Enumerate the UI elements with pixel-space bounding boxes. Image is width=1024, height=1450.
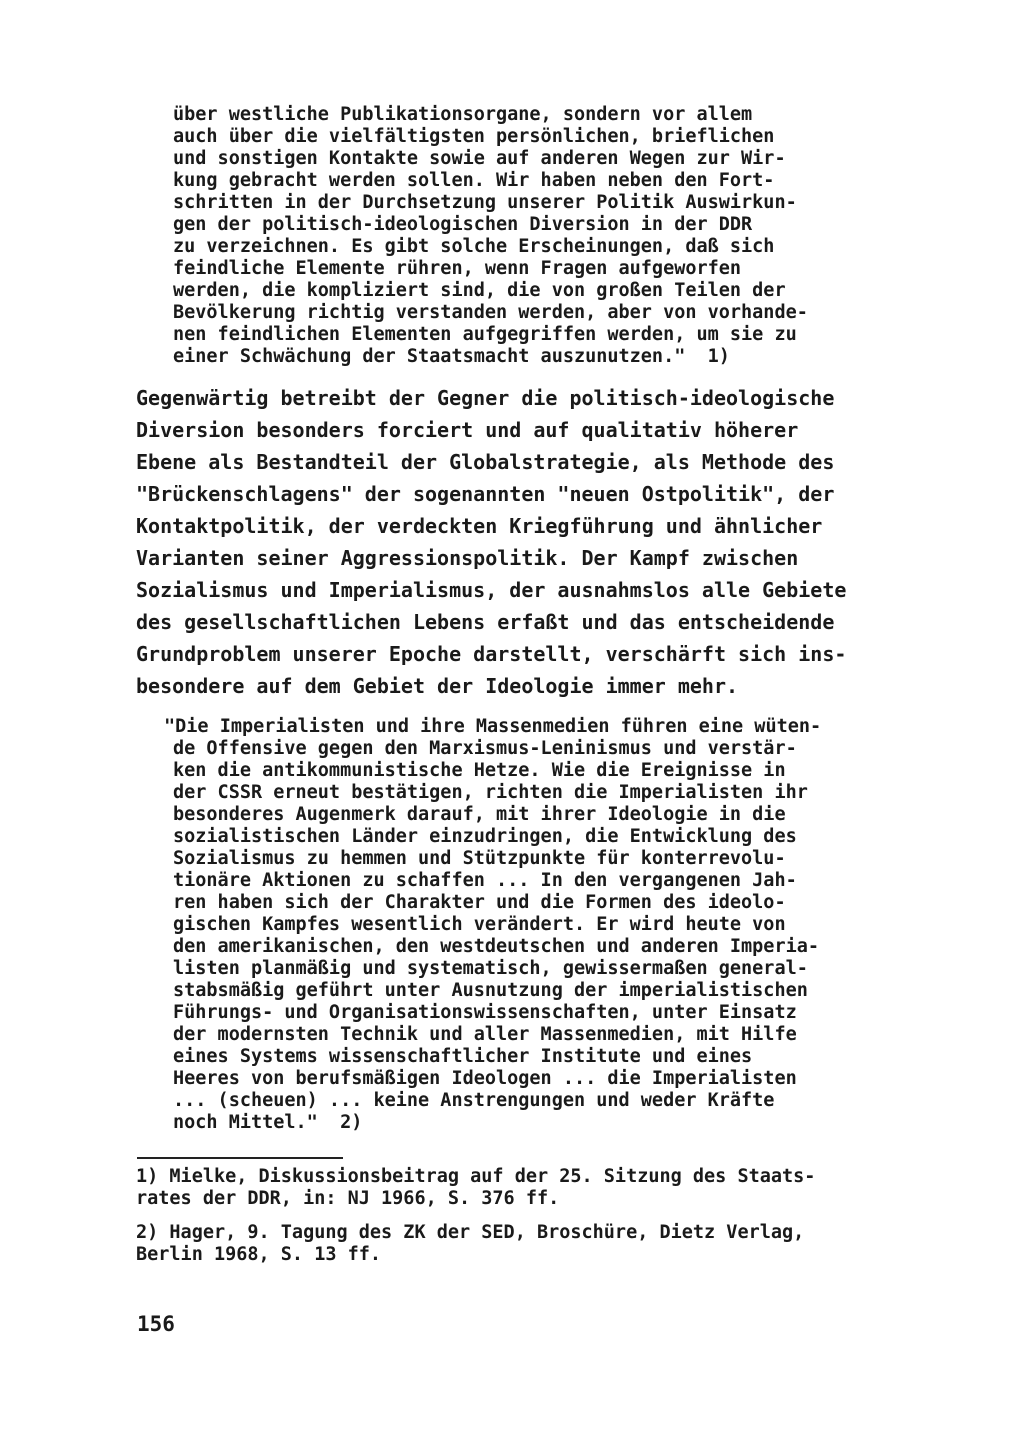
footnote-1-line: rates der DDR, in: NJ 1966, S. 376 ff. — [136, 1188, 560, 1209]
body-line: Sozialismus und Imperialismus, der ausnahmslos alle Gebiete — [136, 578, 847, 602]
quote-1-line: über westliche Publikationsorgane, sondern vor allem — [173, 104, 753, 125]
quote-2-line: noch Mittel." 2) — [173, 1112, 363, 1133]
quote-1-line: nen feindlichen Elementen aufgegriffen werden, um sie zu — [173, 324, 797, 345]
footnote-2-line: Berlin 1968, S. 13 ff. — [136, 1244, 382, 1265]
body-line: Ebene als Bestandteil der Globalstrategie, als Methode des — [136, 450, 835, 474]
quote-2-line: besonderes Augenmerk darauf, mit ihrer Ideologie in die — [173, 804, 786, 825]
quote-2-line: gischen Kampfes wesentlich verändert. Er wird heute von — [173, 914, 786, 935]
quote-1-line: einer Schwächung der Staatsmacht auszunutzen." 1) — [173, 346, 730, 367]
footnote-1-line: 1) Mielke, Diskussionsbeitrag auf der 25. Sitzung des Staats- — [136, 1166, 816, 1187]
body-line: besondere auf dem Gebiet der Ideologie immer mehr. — [136, 674, 739, 698]
body-line: Varianten seiner Aggressionspolitik. Der Kampf zwischen — [136, 546, 799, 570]
quote-2-line: Heeres von berufsmäßigen Ideologen ... die Imperialisten — [173, 1068, 797, 1089]
quote-2-line: Sozialismus zu hemmen und Stützpunkte für konterrevolu- — [173, 848, 786, 869]
footnote-2-line: 2) Hager, 9. Tagung des ZK der SED, Broschüre, Dietz Verlag, — [136, 1222, 805, 1243]
footnote-separator — [137, 1157, 343, 1159]
quote-1-line: kung gebracht werden sollen. Wir haben neben den Fort- — [173, 170, 775, 191]
quote-2-line: ren haben sich der Charakter und die Formen des ideolo- — [173, 892, 786, 913]
quote-2-line: eines Systems wissenschaftlicher Institute und eines — [173, 1046, 753, 1067]
quote-2-line: Führungs- und Organisationswissenschaften, unter Einsatz — [173, 1002, 797, 1023]
quote-1-line: feindliche Elemente rühren, wenn Fragen aufgeworfen — [173, 258, 742, 279]
quote-2-line: der CSSR erneut bestätigen, richten die Imperialisten ihr — [173, 782, 808, 803]
quote-1-line: Bevölkerung richtig verstanden werden, aber von vorhande- — [173, 302, 808, 323]
quote-1-line: werden, die kompliziert sind, die von großen Teilen der — [173, 280, 786, 301]
quote-2-line: sozialistischen Länder einzudringen, die Entwicklung des — [173, 826, 797, 847]
quote-2-line: stabsmäßig geführt unter Ausnutzung der imperialistischen — [173, 980, 808, 1001]
quote-1-line: zu verzeichnen. Es gibt solche Erscheinungen, daß sich — [173, 236, 775, 257]
page-number: 156 — [137, 1312, 175, 1336]
body-line: "Brückenschlagens" der sogenannten "neuen Ostpolitik", der — [136, 482, 835, 506]
quote-1-line: auch über die vielfältigsten persönlichen, brieflichen — [173, 126, 775, 147]
quote-2-line: de Offensive gegen den Marxismus-Leninismus und verstär- — [173, 738, 797, 759]
quote-2-line: "Die Imperialisten und ihre Massenmedien führen eine wüten- — [164, 716, 822, 737]
body-line: Diversion besonders forciert und auf qualitativ höherer — [136, 418, 799, 442]
body-line: des gesellschaftlichen Lebens erfaßt und das entscheidende — [136, 610, 835, 634]
quote-2-line: ken die antikommunistische Hetze. Wie die Ereignisse in — [173, 760, 786, 781]
quote-1-line: schritten in der Durchsetzung unserer Politik Auswirkun- — [173, 192, 797, 213]
body-line: Kontaktpolitik, der verdeckten Kriegführung und ähnlicher — [136, 514, 823, 538]
quote-2-line: den amerikanischen, den westdeutschen und anderen Imperia- — [173, 936, 820, 957]
quote-2-line: tionäre Aktionen zu schaffen ... In den vergangenen Jah- — [173, 870, 797, 891]
quote-1-line: und sonstigen Kontakte sowie auf anderen Wegen zur Wir- — [173, 148, 786, 169]
body-line: Grundproblem unserer Epoche darstellt, verschärft sich ins- — [136, 642, 847, 666]
quote-1-line: gen der politisch-ideologischen Diversion in der DDR — [173, 214, 753, 235]
quote-2-line: der modernsten Technik und aller Massenmedien, mit Hilfe — [173, 1024, 797, 1045]
body-line: Gegenwärtig betreibt der Gegner die politisch-ideologische — [136, 386, 835, 410]
quote-2-line: listen planmäßig und systematisch, gewissermaßen general- — [173, 958, 808, 979]
quote-2-line: ... (scheuen) ... keine Anstrengungen und weder Kräfte — [173, 1090, 775, 1111]
